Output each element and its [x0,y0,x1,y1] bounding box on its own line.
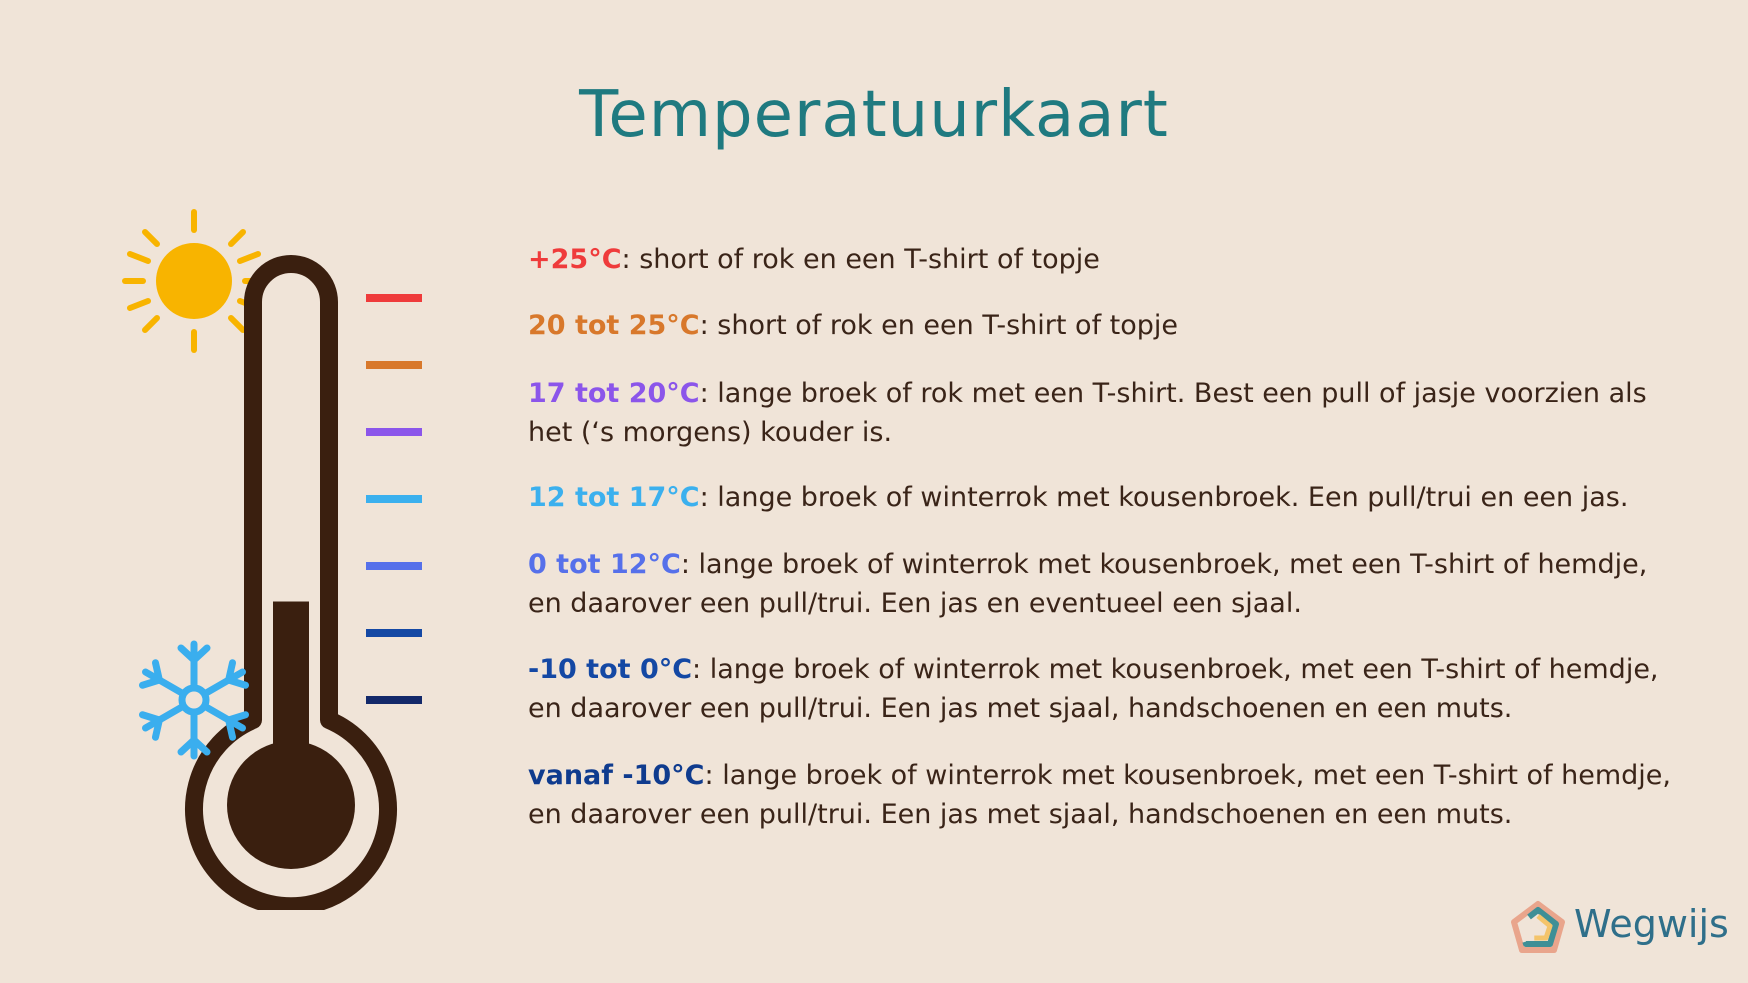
guide-row [528,240,1678,279]
clothing-text: : lange broek of winterrok met kousenbroek. Een pull/trui en een jas. [699,482,1629,513]
temperature-range: 12 tot 17°C [528,482,700,513]
sun-icon [125,212,263,350]
wegwijs-logo-icon [1508,898,1568,958]
temperature-range: vanaf -10°C [528,760,705,791]
scale-mark [366,495,422,503]
thermometer-illustration [110,200,450,910]
snowflake-icon [139,644,249,756]
thermometer-icon [194,264,388,906]
wegwijs-logo [1508,898,1728,962]
guide-row [528,374,1678,452]
temperature-range: +25°C [528,244,622,275]
scale-mark [366,696,422,704]
temperature-scale [366,294,422,704]
clothing-text: : short of rok en een T-shirt of topje [699,310,1179,341]
temperature-range: 20 tot 25°C [528,310,700,341]
guide-row [528,756,1678,834]
clothing-text: : lange broek of winterrok met kousenbroek, met een T-shirt of hemdje, en daarover een pull/trui. Een jas en eventueel een sjaal. [528,549,1648,619]
scale-mark [366,629,422,637]
clothing-text: : lange broek of winterrok met kousenbroek, met een T-shirt of hemdje, en daarover een pull/trui. Een jas met sjaal, handschoenen en een muts. [528,654,1659,724]
page-title: Temperatuurkaart [579,78,1169,152]
thermometer-level [273,602,309,781]
guide-row [528,478,1678,517]
scale-mark [366,361,422,369]
scale-mark [366,428,422,436]
temperature-range: 0 tot 12°C [528,549,681,580]
temperature-range: -10 tot 0°C [528,654,693,685]
scale-mark [366,562,422,570]
scale-mark [366,294,422,302]
temperature-range: 17 tot 20°C [528,378,700,409]
guide-row [528,306,1678,345]
clothing-text: : short of rok en een T-shirt of topje [621,244,1100,275]
guide-row [528,545,1678,623]
guide-row [528,650,1678,728]
clothing-text: : lange broek of winterrok met kousenbroek, met een T-shirt of hemdje, en daarover een pull/trui. Een jas met sjaal, handschoenen en een muts. [528,760,1671,830]
clothing-text: : lange broek of rok met een T-shirt. Best een pull of jasje voorzien als het (‘s morgens) kouder is. [528,378,1647,448]
logo-text: Wegwijs [1574,902,1729,946]
